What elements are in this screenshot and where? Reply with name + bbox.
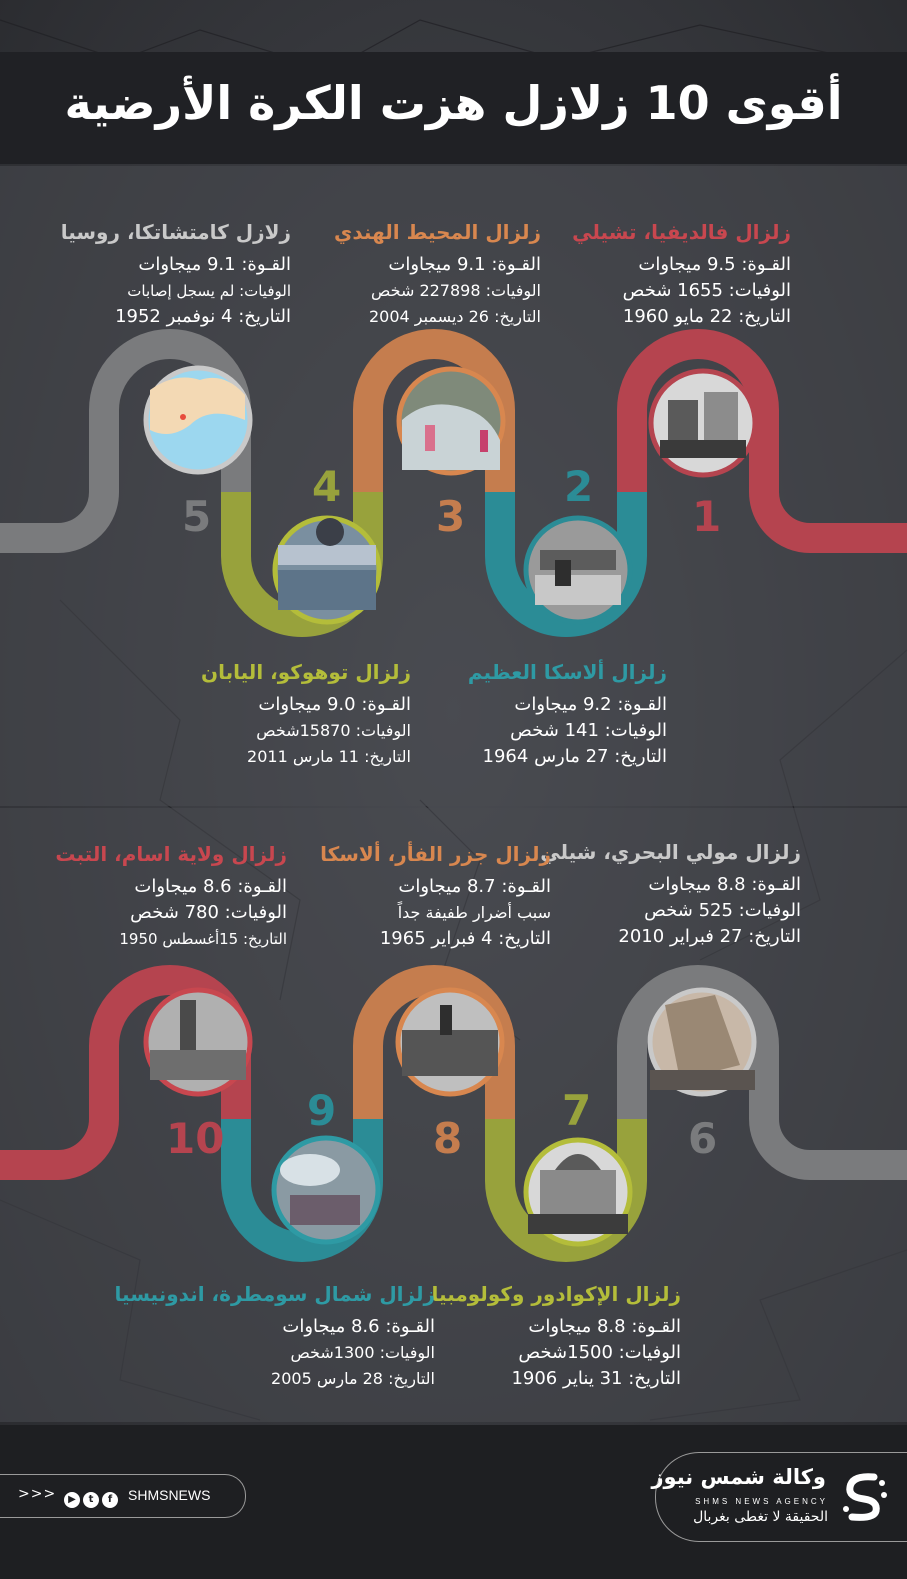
quake-magnitude: القـوة: 9.1 ميجاوات: [388, 254, 541, 275]
damaged-street-photo: [526, 518, 630, 622]
rank-number-3: 3: [436, 492, 466, 541]
facebook-icon[interactable]: f: [102, 1492, 118, 1508]
quake-deaths: الوفيات: 1300شخص: [290, 1343, 435, 1362]
quake-deaths: الوفيات: لم يسجل إصابات: [127, 282, 291, 300]
rank-number-1: 1: [692, 492, 722, 541]
quake-card-6: [540, 840, 801, 950]
quake-card-7: [432, 1282, 681, 1392]
quake-name: زلزال جزر الفأر، ألاسكا: [320, 842, 551, 866]
quake-card-5: [61, 220, 291, 330]
quake-card-4: [201, 660, 411, 770]
collapsed-buildings-photo: [651, 371, 755, 475]
brand-tagline: الحقيقة لا تغطى بغربال: [693, 1509, 828, 1525]
quake-name: زلزال فالديفيا، تشيلي: [572, 220, 791, 244]
ruins-photo: [146, 990, 250, 1094]
quake-deaths: الوفيات: 15870شخص: [256, 721, 411, 740]
quake-name: زلزال ألاسكا العظيم: [467, 660, 667, 684]
quake-deaths: الوفيات: 141 شخص: [510, 720, 667, 741]
quake-card-8: [320, 842, 551, 952]
quake-name: زلزال مولي البحري، شيلي: [540, 840, 801, 864]
quake-deaths: الوفيات: 780 شخص: [130, 902, 287, 923]
quake-deaths: الوفيات: 1500شخص: [518, 1342, 681, 1363]
arrows: >>>: [18, 1486, 57, 1502]
quake-card-2: [468, 660, 667, 770]
quake-date: التاريخ: 27 مارس 1964: [482, 746, 667, 767]
quake-date: التاريخ: 28 مارس 2005: [271, 1369, 435, 1388]
page-title: أقوى 10 زلازل هزت الكرة الأرضية: [64, 76, 843, 130]
quake-name: زلزال الإكوادور وكولومبيا: [431, 1282, 681, 1306]
brand-logo-icon: [838, 1469, 890, 1525]
flooded-coast-photo: [275, 518, 379, 622]
rank-number-10: 10: [166, 1114, 225, 1163]
quake-deaths: الوفيات: 227898 شخص: [371, 281, 541, 300]
quake-magnitude: القـوة: 8.8 ميجاوات: [528, 1316, 681, 1337]
rank-number-6: 6: [688, 1114, 718, 1163]
quake-date: التاريخ: 22 مايو 1960: [622, 306, 791, 327]
tilted-building-photo: [650, 990, 755, 1094]
quake-card-3: [334, 220, 541, 330]
rank-number-4: 4: [312, 462, 342, 511]
quake-card-1: [572, 220, 791, 330]
quake-name: زلزال المحيط الهندي: [334, 220, 541, 244]
tsunami-wave-photo: [399, 369, 503, 473]
quake-magnitude: القـوة: 8.8 ميجاوات: [648, 874, 801, 895]
twitter-icon[interactable]: t: [83, 1492, 99, 1508]
quake-date: التاريخ: 4 نوفمبر 1952: [115, 306, 291, 327]
quake-deaths: سبب أضرار طفيفة جداً: [397, 903, 551, 922]
quake-name: زلازل كامتشاتكا، روسيا: [60, 220, 291, 244]
quake-date: التاريخ: 11 مارس 2011: [247, 747, 411, 766]
quake-date: التاريخ: 27 فبراير 2010: [618, 926, 801, 947]
brand-box: [651, 1452, 907, 1542]
quake-date: التاريخ: 26 ديسمبر 2004: [368, 307, 541, 326]
youtube-icon[interactable]: ▶: [64, 1492, 80, 1508]
quake-magnitude: القـوة: 9.2 ميجاوات: [514, 694, 667, 715]
quake-name: زلزال توهوكو، اليابان: [201, 660, 411, 684]
quake-magnitude: القـوة: 9.0 ميجاوات: [258, 694, 411, 715]
quake-name: زلزال ولاية اسام، التبت: [55, 842, 287, 866]
social-links[interactable]: [0, 1474, 246, 1518]
debris-photo: [398, 990, 502, 1094]
rank-number-7: 7: [562, 1086, 592, 1135]
rank-number-5: 5: [182, 492, 212, 541]
quake-deaths: الوفيات: 1655 شخص: [622, 280, 791, 301]
brand-subtitle: SHMS NEWS AGENCY: [695, 1497, 828, 1506]
map-epicenter: [146, 368, 250, 472]
brand-name: وكالة شمس نيوز: [651, 1465, 826, 1489]
rank-number-9: 9: [307, 1086, 337, 1135]
social-icons: [64, 1487, 121, 1508]
quake-date: التاريخ: 15أغسطس 1950: [119, 930, 287, 948]
quake-date: التاريخ: 4 فبراير 1965: [379, 928, 551, 949]
quake-magnitude: القـوة: 9.5 ميجاوات: [638, 254, 791, 275]
quake-deaths: الوفيات: 525 شخص: [644, 900, 801, 921]
rank-number-2: 2: [564, 462, 594, 511]
rescue-scene-photo: [274, 1138, 378, 1242]
quake-magnitude: القـوة: 9.1 ميجاوات: [138, 254, 291, 275]
rank-number-8: 8: [433, 1114, 463, 1163]
quake-card-10: [55, 842, 287, 952]
quake-date: التاريخ: 31 يناير 1906: [511, 1368, 681, 1389]
quake-magnitude: القـوة: 8.6 ميجاوات: [282, 1316, 435, 1337]
quake-magnitude: القـوة: 8.6 ميجاوات: [134, 876, 287, 897]
quake-card-9: [115, 1282, 435, 1392]
social-handle[interactable]: SHMSNEWS: [128, 1487, 211, 1503]
quake-name: زلزال شمال سومطرة، اندونيسيا: [114, 1282, 435, 1306]
quake-magnitude: القـوة: 8.7 ميجاوات: [398, 876, 551, 897]
damaged-building-photo: [526, 1140, 630, 1244]
